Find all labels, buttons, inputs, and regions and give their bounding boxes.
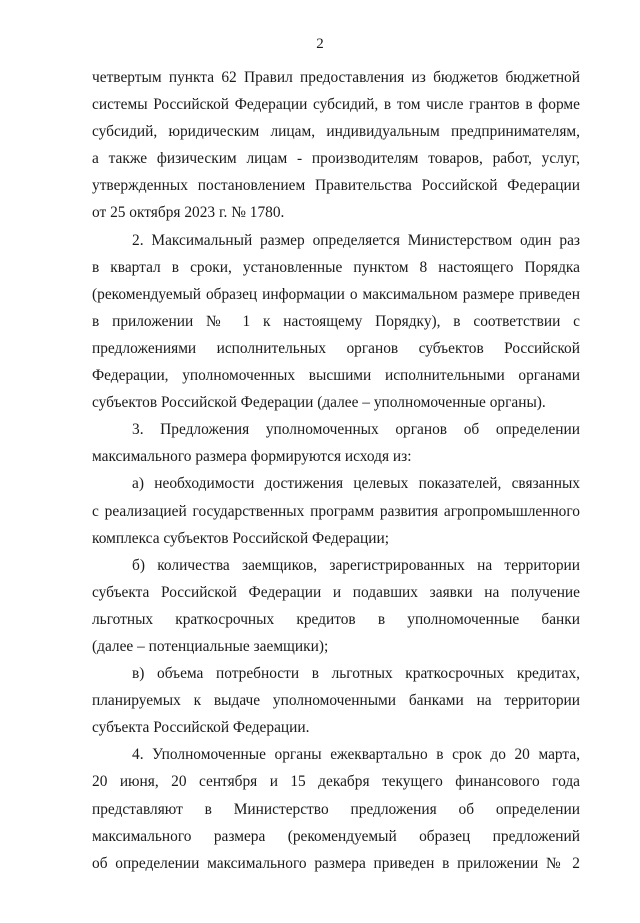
text-line: субъектов Российской Федерации (далее – уполномоченные органы). [92, 394, 546, 412]
text-line: утвержденных постановлением Правительства Российской Федерации [92, 177, 580, 195]
text-line: б) количества заемщиков, зарегистрированных на территории [132, 556, 580, 574]
text-line: субъекта Российской Федерации и подавших заявки на получение [92, 583, 580, 601]
text-line: четвертым пункта 62 Правил предоставления из бюджетов бюджетной [92, 69, 580, 86]
text-line: представляют в Министерство предложения об определении [92, 800, 580, 818]
body-text [92, 64, 580, 877]
text-line: льготных краткосрочных кредитов в уполномоченные банки [92, 610, 580, 628]
text-line: 2. Максимальный размер определяется Министерством один раз [132, 231, 580, 249]
page-number: 2 [316, 36, 324, 52]
text-line: от 25 октября 2023 г. № 1780. [92, 204, 285, 222]
text-line: максимального размера формируются исходя из: [92, 448, 412, 466]
text-line: системы Российской Федерации субсидий, в том числе грантов в форме [92, 96, 580, 114]
text-line: (рекомендуемый образец информации о максимальном размере приведен [92, 285, 580, 303]
text-line: а) необходимости достижения целевых показателей, связанных [132, 475, 580, 493]
text-line: субъекта Российской Федерации. [92, 719, 310, 737]
text-line: 4. Уполномоченные органы ежеквартально в срок до 20 марта, [132, 746, 580, 764]
text-line: планируемых к выдаче уполномоченными банками на территории [92, 692, 580, 710]
text-line: в) объема потребности в льготных краткосрочных кредитах, [132, 665, 580, 683]
text-line: 20 июня, 20 сентября и 15 декабря текущего финансового года [92, 773, 580, 791]
text-line: комплекса субъектов Российской Федерации; [92, 529, 389, 547]
text-line: об определении максимального размера приведен в приложении № 2 [92, 854, 580, 872]
text-line: а также физическим лицам - производителям товаров, работ, услуг, [92, 150, 580, 168]
text-line: Федерации, уполномоченных высшими исполнительными органами [92, 367, 580, 385]
text-line: максимального размера (рекомендуемый образец предложений [92, 827, 580, 845]
text-line: в приложении № 1 к настоящему Порядку), в соответствии с [92, 312, 580, 330]
text-line: с реализацией государственных программ развития агропромышленного [92, 502, 580, 520]
text-line: предложениями исполнительных органов субъектов Российской [92, 339, 580, 357]
text-line: 3. Предложения уполномоченных органов об определении [132, 421, 580, 439]
text-line: в квартал в сроки, установленные пунктом 8 настоящего Порядка [92, 258, 580, 276]
text-line: субсидий, юридическим лицам, индивидуальным предпринимателям, [92, 123, 580, 141]
text-line: (далее – потенциальные заемщики); [92, 637, 329, 655]
